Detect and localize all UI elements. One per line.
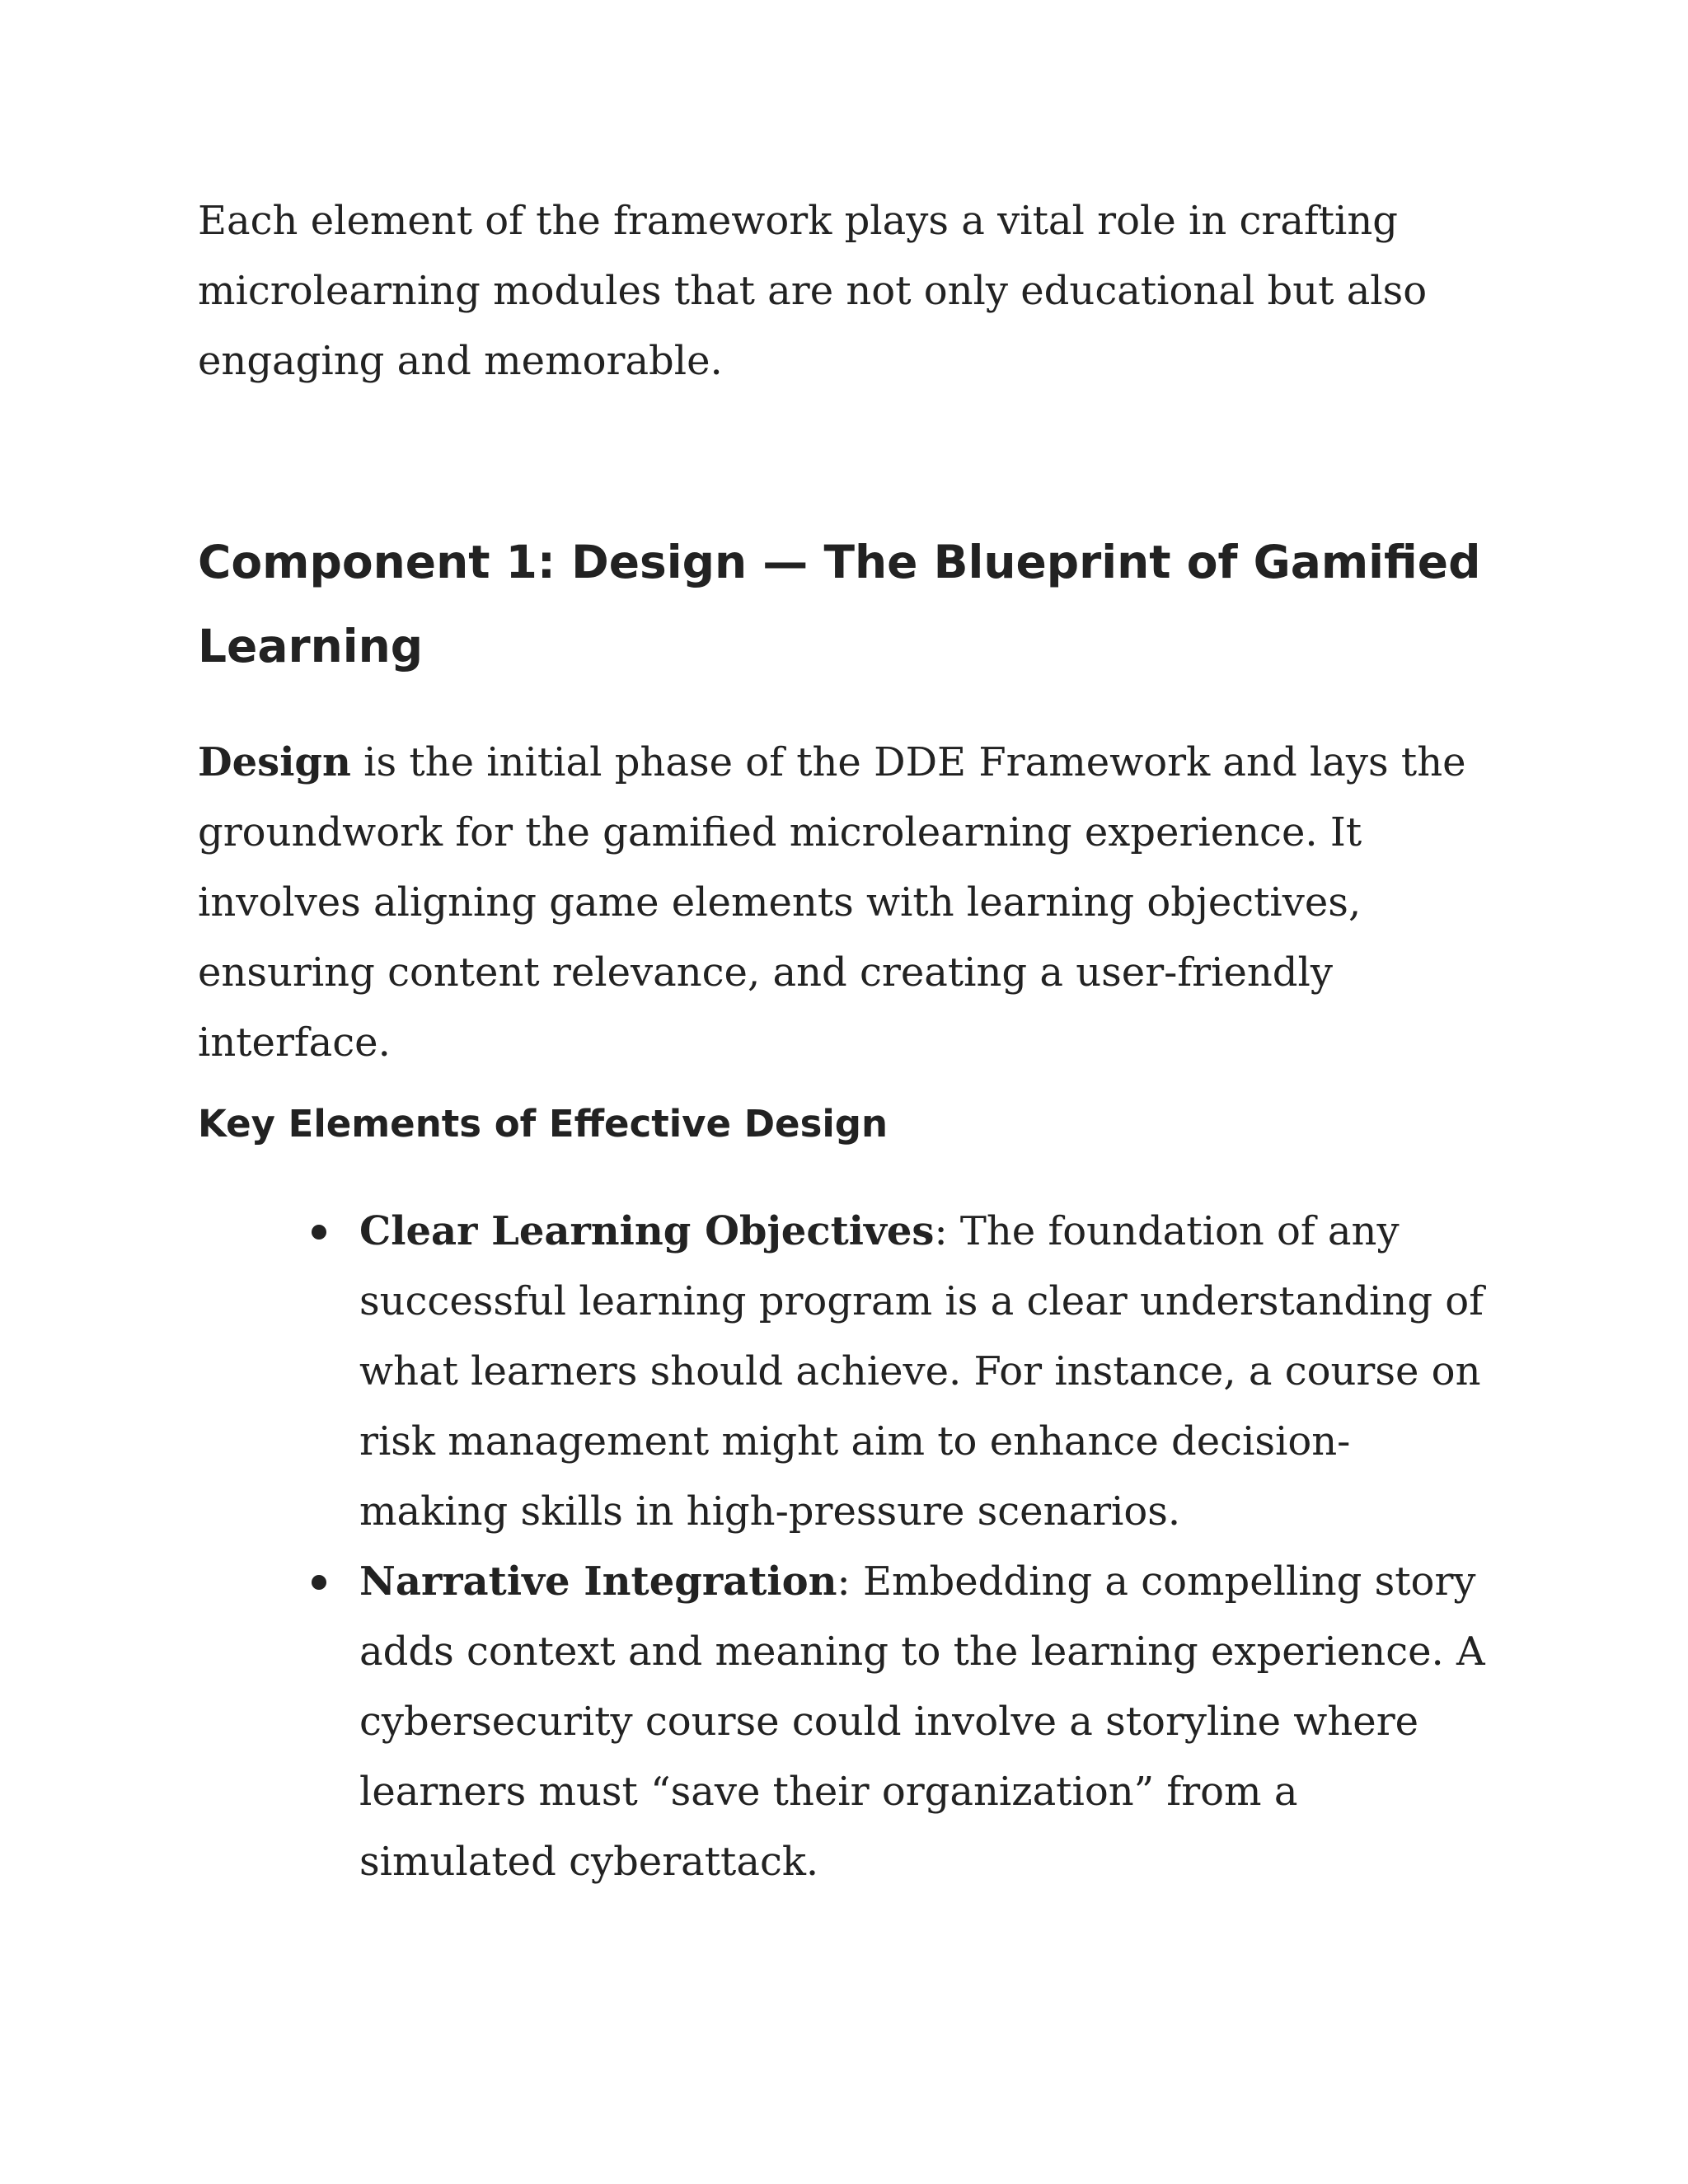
list-item-text: : Embedding a compelling story adds context and meaning to the learning experience. A cybersecurity course could involve a storyline where learners must “save their organization” from a simulated cyberattack. [359, 1558, 1485, 1885]
bullet-icon [312, 1225, 326, 1240]
key-elements-list [359, 1197, 1497, 1897]
list-item [359, 1197, 1497, 1547]
intro-paragraph: Each element of the framework plays a vital role in crafting microlearning modules that are not only educational but also engaging and memorable. [198, 198, 1428, 384]
design-description: is the initial phase of the DDE Framework and lays the groundwork for the gamified microlearning experience. It involves aligning game elements with learning objectives, ensuring content relevance, and creating a user-friendly interface. [198, 739, 1466, 1066]
list-item-term: Narrative Integration [359, 1558, 837, 1605]
list-item-term: Clear Learning Objectives [359, 1208, 935, 1254]
component-1-heading: Component 1: Design — The Blueprint of Gamified Learning [198, 536, 1481, 673]
bullet-icon [312, 1575, 326, 1590]
key-elements-heading: Key Elements of Effective Design [198, 1102, 889, 1146]
list-item-text: : The foundation of any successful learning program is a clear understanding of what learners should achieve. For instance, a course on risk management might aim to enhance decision-making skills in high-pressure scenarios. [359, 1208, 1484, 1535]
design-paragraph [198, 728, 1517, 1078]
design-term: Design [198, 739, 351, 785]
list-item [359, 1547, 1497, 1897]
